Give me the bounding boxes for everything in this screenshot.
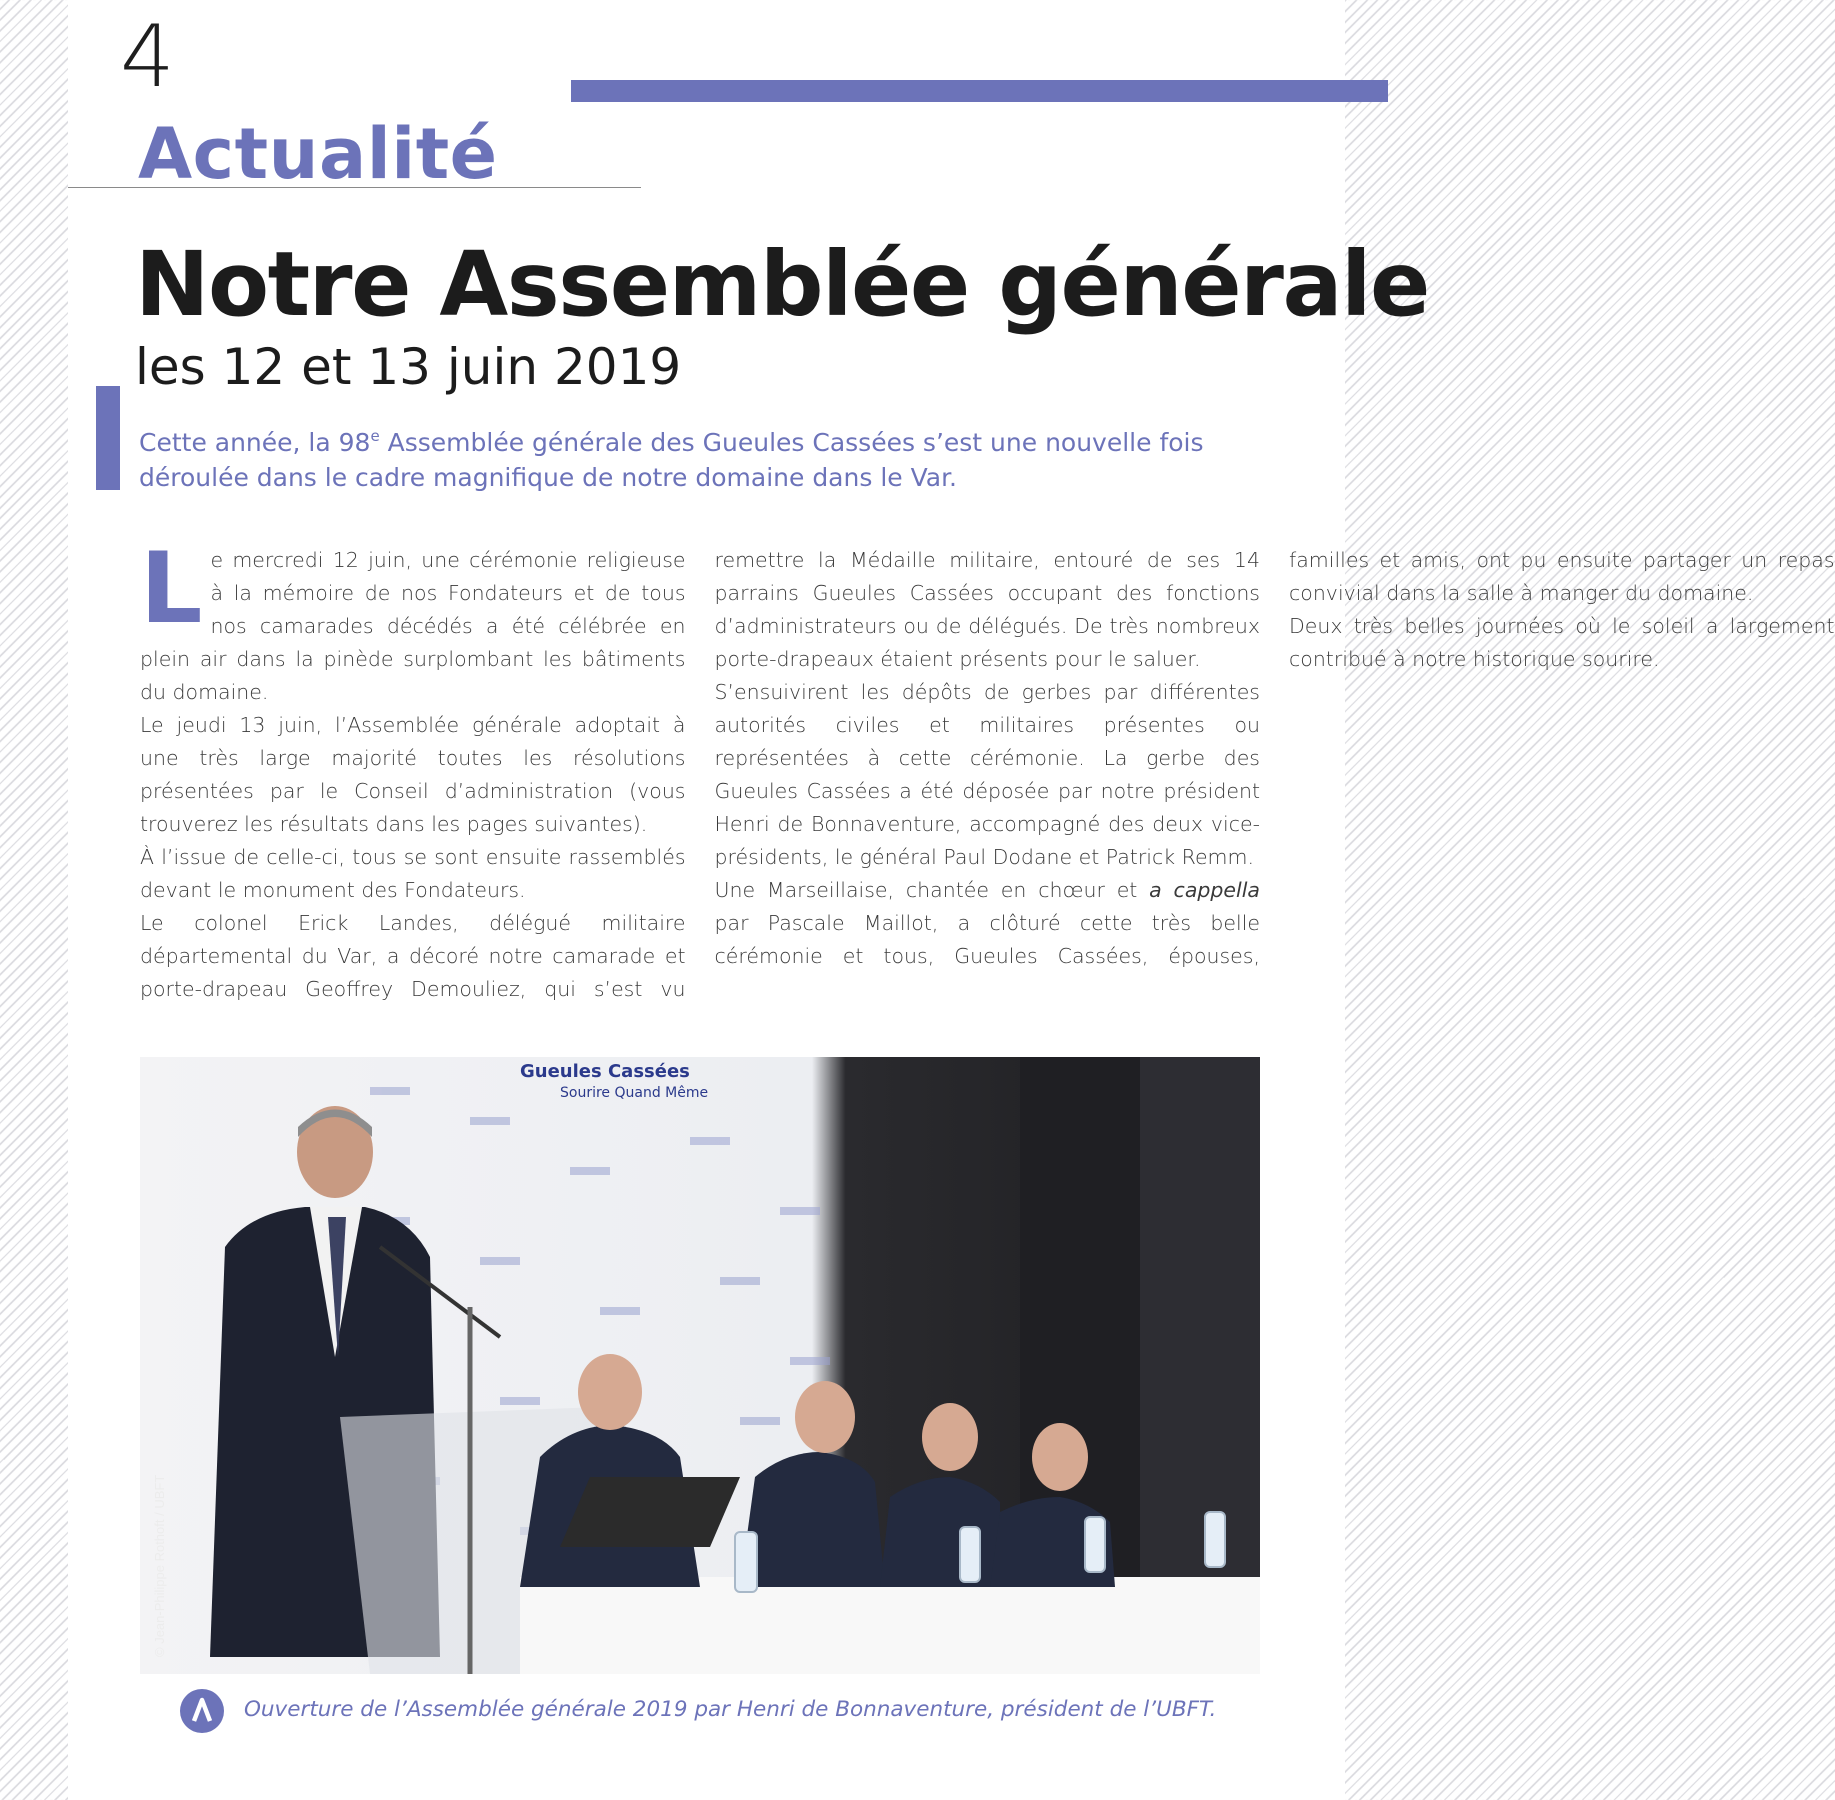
paragraph-6-text-end: par Pascale Maillot, a clôturé cette très belle cérémonie et tous, Gueules Cassées, épouses, familles et amis, ont pu ensuite partager un repas convivial dans la salle à manger du domaine.: [714, 548, 1835, 968]
backdrop-motto: Sourire Quand Même: [560, 1085, 709, 1101]
page-number: 4: [120, 7, 175, 107]
article-subtitle: les 12 et 13 juin 2019: [135, 338, 682, 396]
article-paragraph-1: [140, 532, 686, 709]
ubft-logo-icon: [180, 1689, 224, 1733]
header-accent-bar: [571, 80, 1388, 102]
article-paragraph-7: Deux très belles journées où le soleil a largement contribué à notre historique sourire.: [1289, 614, 1835, 671]
article-body: [140, 532, 1835, 1034]
backdrop-title: Gueules Cassées: [520, 1061, 690, 1082]
article-paragraph-4: Le colonel Erick Landes, délégué militaire départemental du Var, a décoré notre camarade et porte-drapeau Geoffrey Demouliez, qui s’est vu remettre la Médaille militaire, entouré de ses 14 parrains Gueules Cassées occupant des fonctions d’administrateurs ou de délégués. De très nombreux porte-drapeaux étaient présents pour le saluer.: [140, 548, 1260, 1001]
photo-caption: Ouverture de l’Assemblée générale 2019 par Henri de Bonnaventure, président de l’UBFT.: [244, 1697, 1217, 1722]
section-heading: Actualité: [138, 113, 498, 195]
article-paragraph-3: À l’issue de celle-ci, tous se sont ensuite rassemblés devant le monument des Fondateurs.: [140, 845, 686, 902]
drop-cap: L: [140, 532, 203, 646]
lead-text-end: Assemblée générale des Gueules Cassées s’est une nouvelle fois déroulée dans le cadre magnifique de notre domaine dans le Var.: [139, 428, 1204, 492]
paragraph-6-italic: a cappella: [1149, 878, 1260, 902]
article-title: Notre Assemblée générale: [135, 232, 1429, 336]
lead-superscript: e: [370, 427, 380, 445]
paragraph-1-text: e mercredi 12 juin, une cérémonie religieuse à la mémoire de nos Fondateurs et de tous nos camarades décédés a été célébrée en plein air dans la pinède surplombant les bâtiments du domaine.: [140, 548, 686, 704]
article-paragraph-5: S’ensuivirent les dépôts de gerbes par différentes autorités civiles et militaires présentes ou représentées à cette cérémonie. La gerbe des Gueules Cassées a été déposée par notre président Henri de Bonnaventure, accompagné des deux vice-présidents, le général Paul Dodane et Patrick Remm.: [714, 680, 1260, 869]
photo-illustration: [140, 1057, 1260, 1674]
paragraph-6-text-start: Une Marseillaise, chantée en chœur et: [714, 878, 1150, 902]
lead-text-start: Cette année, la 98: [139, 428, 371, 457]
lead-accent-bar: [96, 386, 120, 490]
article-photo: [140, 1057, 1260, 1674]
article-paragraph-2: Le jeudi 13 juin, l’Assemblée générale adoptait à une très large majorité toutes les résolutions présentées par le Conseil d’administration (vous trouverez les résultats dans les pages suivantes).: [140, 713, 686, 836]
lead-paragraph: [139, 425, 1259, 495]
photo-credit: © Jean-Philippe Rothoft / UBFT: [152, 1474, 167, 1657]
